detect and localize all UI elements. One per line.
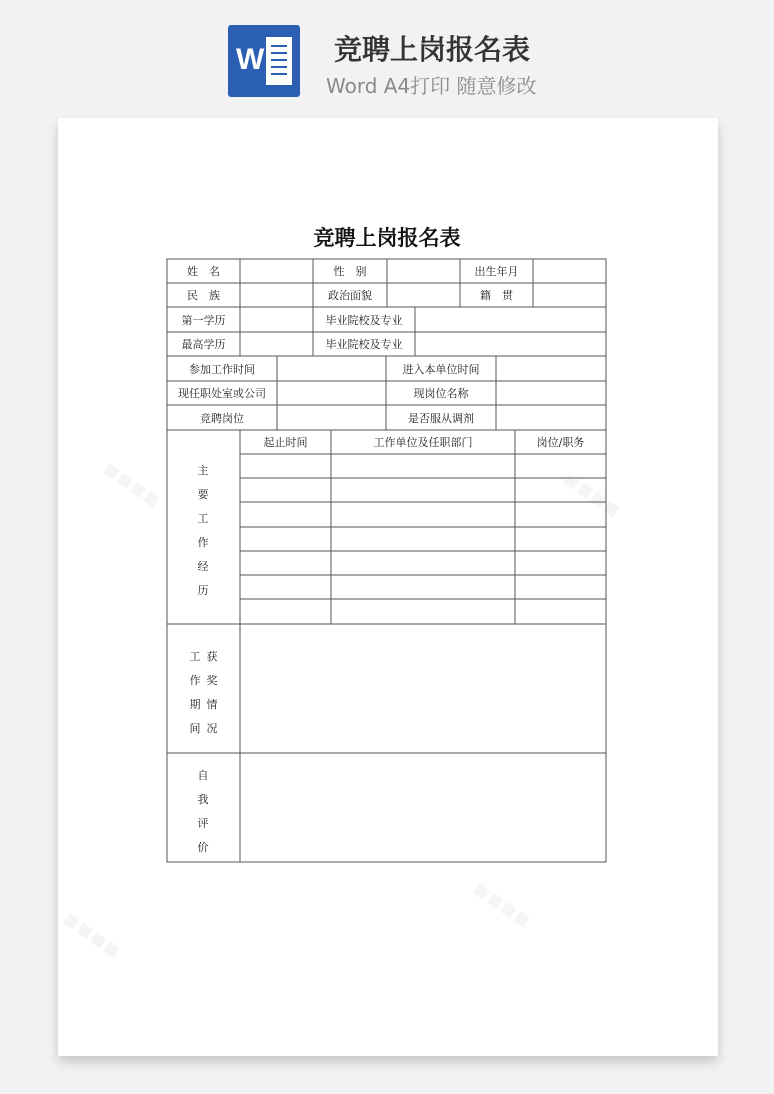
label-applied-post: 竞聘岗位 (200, 411, 244, 425)
label-birth-date: 出生年月 (474, 265, 519, 278)
col-period: 起止时间 (263, 436, 308, 449)
form-title: 竞聘上岗报名表 (313, 225, 461, 250)
label-join-unit: 进入本单位时间 (402, 362, 480, 376)
word-icon-letter: W (236, 43, 265, 76)
header-subtitle: Word A4打印 随意修改 (326, 74, 537, 98)
label-current-post: 现岗位名称 (413, 387, 469, 400)
label-gender: 性 别 (333, 265, 367, 278)
label-work-start: 参加工作时间 (189, 362, 255, 376)
label-self-evaluation: 自 我 评 价 (197, 769, 209, 854)
label-awards-col1: 工 作 期 间 (189, 650, 201, 735)
label-accept-transfer: 是否服从调剂 (408, 411, 474, 425)
label-highest-degree: 最高学历 (181, 338, 226, 351)
label-school-major-1: 毕业院校及专业 (325, 313, 403, 327)
label-school-major-2: 毕业院校及专业 (325, 338, 403, 351)
label-work-experience: 主 要 工 作 经 历 (197, 464, 209, 597)
label-political-status: 政治面貌 (328, 289, 372, 302)
header-title: 竞聘上岗报名表 (334, 33, 531, 66)
label-first-degree: 第一学历 (181, 313, 226, 327)
col-unit-dept: 工作单位及任职部门 (373, 436, 473, 449)
col-position: 岗位/职务 (536, 436, 585, 449)
label-current-dept: 现任职处室或公司 (178, 387, 266, 400)
label-name: 姓 名 (187, 265, 220, 278)
label-awards-col2: 获 奖 情 况 (206, 650, 218, 735)
label-native-place: 籍 贯 (480, 289, 513, 302)
label-ethnicity: 民 族 (187, 289, 220, 302)
